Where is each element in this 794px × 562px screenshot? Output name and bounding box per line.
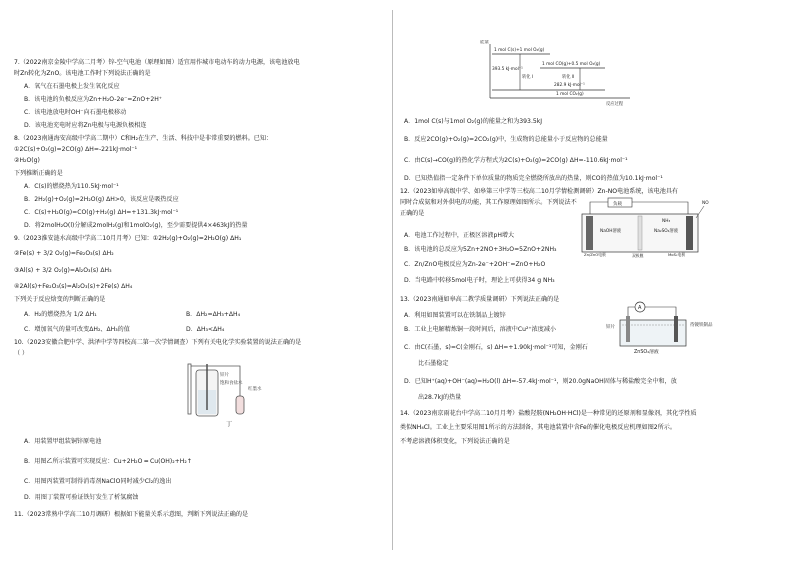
q12-option-a: A．电池工作过程中，正极区溶液pH增大 (404, 232, 515, 239)
q7-stem-line1: 7.（2022南京金陵中学高二月考）锌-空气电池（原理如图）适宜用作城市电动车的动力电源，该电池放电 (14, 59, 300, 66)
q12-option-b: B．该电池的总反应为5Zn+2NO+3H₂O=5ZnO+2NH₃ (404, 246, 557, 253)
label-salt-water: 饱和食盐水 (220, 381, 243, 386)
q10-apparatus-figure (170, 360, 290, 430)
label-zn-electrode: Zn/ZnO电极 (584, 252, 606, 257)
label-red-ink: 红墨水 (248, 387, 262, 392)
q9-option-c: C．增加氧气的量可改变ΔH₂、ΔH₃的值 (24, 326, 130, 333)
q12-stem-line1: 12.（2023如皋高级中学、如皋第三中学等三校高二10月学情检测调研）Zn-NO电池系统，该电池具有 (400, 188, 679, 195)
q11-stem: 11.（2023常熟中学高二10月调研）根据如下能量关系示意图，判断下列说法正确的是 (14, 511, 249, 518)
q8-option-b: B．2H₂(g)+O₂(g)=2H₂O(g) ΔH>0，该反应是吸热反应 (24, 196, 179, 203)
q9-equation-3: ③Al(s) + 3/2 O₂(g)=Al₂O₃(s) ΔH₃ (14, 267, 112, 274)
q10-option-a: A．用装置甲组装铜锌原电池 (24, 438, 102, 445)
q10-option-b: B．用图乙所示装置可实现反应：Cu+2H₂O ═ Cu(OH)₂+H₂↑ (24, 458, 192, 465)
mos2-electrode (686, 216, 693, 250)
label-load: 负载 (613, 202, 622, 207)
q7-option-a: A．氧气在石墨电极上发生氧化反应 (24, 83, 120, 90)
label-top-level: 1 mol C(s)+1 mol O₂(g) (494, 48, 545, 53)
label-zinc-plate: 锌片 (606, 325, 615, 330)
q10-option-c: C．用图丙装置可制得消毒剂NaClO同时减少Cl₂的逸出 (24, 478, 172, 485)
q8-equation-2: ②H₂O(g) (14, 157, 40, 164)
q9-option-b: B．ΔH₂=ΔH₃+ΔH₄ (186, 311, 241, 318)
q8-option-a: A．C(s)的燃烧热为110.5kJ·mol⁻¹ (24, 183, 119, 190)
label-na2so4: Na₂SO₄溶液 (654, 229, 678, 234)
q7-stem-line2: 时Zn转化为ZnO。该电池工作时下列说法正确的是 (14, 70, 151, 77)
axis-label-energy: 能量 (480, 40, 489, 45)
zinc-plate (626, 316, 630, 342)
left-column (14, 0, 386, 562)
q13-stem: 13.（2023南通如皋高二教学质量调研）下列说法正确的是 (400, 296, 560, 303)
zn-electrode (586, 216, 593, 250)
q12-stem-line3: 正确的是 (400, 210, 425, 217)
arrow-no (696, 206, 704, 218)
label-transition-1: 转化 Ⅰ (522, 75, 534, 80)
q10-stem-line2: （ ） (14, 350, 29, 357)
q9-equation-2: ②Fe(s) + 3/2 O₂(g)=Fe₂O₃(s) ΔH₂ (14, 250, 114, 257)
label-transition-2: 转化 Ⅱ (562, 75, 575, 80)
q11-option-d: D．已知热值指一定条件下单位质量的物质完全燃烧所放出的热量，则CO的热值为10.1kJ·mol⁻¹ (404, 175, 663, 182)
q10-option-d: D．用图丁装置可验证铁钉发生了析氢腐蚀 (24, 494, 139, 501)
q9-equation-4: ④2Al(s)+Fe₂O₃(s)=Al₂O₃(s)+2Fe(s) ΔH₄ (14, 283, 133, 290)
q12-cell-figure (578, 196, 726, 258)
q12-stem-line2: 同时合成氨和对外供电的功能，其工作原理如图所示。下列说法不 (400, 199, 577, 206)
q14-stem-line3: 不考虑溶液体积变化，下列说法正确的是 (400, 438, 510, 445)
label-mid-level: 1 mol CO(g)+0.5 mol O₂(g) (542, 62, 601, 67)
q13-option-c: C．由C(石墨，s)=C(金刚石，s) ΔH=+1.90kJ·mol⁻¹可知，金刚石 (404, 344, 588, 351)
q12-option-c: C．Zn/ZnO电极反应为Zn-2e⁻+2OH⁻=ZnO+H₂O (404, 261, 546, 268)
q9-lead: 下列关于反应焓变的判断正确的是 (14, 296, 106, 303)
label-znso4: ZnSO₄溶液 (634, 350, 659, 354)
figure-label-ding: 丁 (226, 421, 233, 428)
q13-option-d-cont: 出28.7kJ的热量 (418, 394, 462, 401)
axis-label-progress: 反应过程 (606, 102, 624, 107)
q9-option-d: D．ΔH₃<ΔH₄ (186, 326, 225, 333)
q10-stem-line1: 10.（2023安徽合肥中学、洪泽中学等四校高二第一次学情调查）下列有关电化学实验装置的说法正确的是 (14, 339, 302, 346)
q8-equation-1: ①2C(s)+O₂(g)=2CO(g) ΔH=-221kJ·mol⁻¹ (14, 146, 138, 153)
right-column (400, 0, 782, 562)
label-iron-article: 待镀铁制品 (690, 323, 713, 328)
label-bottom-level: 1 mol CO₂(g) (556, 92, 584, 97)
label-zinc: 锌片 (220, 373, 229, 378)
label-nh3: NH₃ (662, 219, 671, 224)
q11-option-a: A．1mol C(s)与1mol O₂(g)的能量之和为393.5kJ (404, 118, 543, 125)
red-ink-u-tube (236, 396, 244, 414)
q8-lead: 下列推断正确的是 (14, 170, 63, 177)
q11-energy-diagram (480, 40, 640, 108)
q11-option-b: B．反应2CO(g)+O₂(g)=2CO₂(g)中，生成物的总能量小于反应物的总能量 (404, 136, 608, 143)
q13-option-b: B．工业上电解精炼铜一段时间后，溶液中Cu²⁺浓度减小 (404, 326, 557, 333)
label-no: NO (702, 201, 709, 206)
label-membrane: 双极膜 (632, 253, 644, 258)
label-mos2-electrode: MoS₂电极 (668, 252, 686, 257)
q11-option-c: C．由C(s)→CO(g)的热化学方程式为2C(s)+O₂(g)=2CO(g) ΔH=-110.6kJ·mol⁻¹ (404, 157, 628, 164)
q14-stem-line2: 类似NH₄Cl。工业上主要采用图1所示的方法制备，其电池装置中含Fe的催化电极反应机理如图2所示。 (400, 424, 676, 431)
q8-option-c: C．C(s)+H₂O(g)=CO(g)+H₂(g) ΔH=+131.3kJ·mol⁻¹ (24, 209, 179, 216)
q8-option-d: D．将2molH₂O(l)分解成2molH₂(g)和1molO₂(g)，至少需要提供4×463kJ的热量 (24, 222, 248, 229)
label-282-9: 282.9 kJ·mol⁻¹ (554, 83, 585, 88)
q8-stem-line1: 8.（2023南通海安高级中学高二期中）C和H₂在生产、生活、科技中是非常重要的燃料。已知： (14, 135, 273, 142)
column-divider (392, 10, 393, 550)
q7-option-d: D．该电池充电时应将Zn电极与电源负极相连 (24, 122, 147, 129)
q7-option-c: C．该电池放电时OH⁻向石墨电极移动 (24, 109, 127, 116)
label-naoh: NaOH溶液 (600, 229, 622, 234)
q7-option-b: B．该电池的负极反应为Zn+H₂O-2e⁻=ZnO+2H⁺ (24, 96, 163, 103)
test-tube-left (188, 364, 191, 414)
q13-option-c-cont: 比石墨稳定 (418, 360, 449, 367)
label-393-5: 393.5 kJ·mol⁻¹ (492, 67, 523, 72)
iron-article (674, 316, 678, 342)
q12-option-d: D．当电路中转移5mol电子时，理论上可获得34 g NH₃ (404, 277, 555, 284)
q13-option-a: A．利用如图装置可以在铁制品上镀锌 (404, 312, 506, 319)
bipolar-membrane (638, 216, 642, 250)
q9-option-a: A．H₂的燃烧热为 1/2 ΔH₁ (24, 311, 97, 318)
q13-electroplating-figure (600, 298, 730, 354)
q14-stem-line1: 14.（2023南京雨花台中学高二10月月考）盐酸羟胺(NH₂OH·HCl)是一种常见的还原剂和显像剂，其化学性质 (400, 410, 697, 417)
q9-stem-line1: 9.（2023淮安涟水高级中学高二10月月考）已知：①2H₂(g)+O₂(g)=2H₂O(g) ΔH₁ (14, 235, 242, 242)
q13-option-d: D．已知H⁺(aq)+OH⁻(aq)=H₂O(l) ΔH=-57.4kJ·mol⁻¹，则20.0gNaOH固体与稀盐酸完全中和，放 (404, 378, 677, 385)
label-ammeter: A (638, 305, 642, 311)
